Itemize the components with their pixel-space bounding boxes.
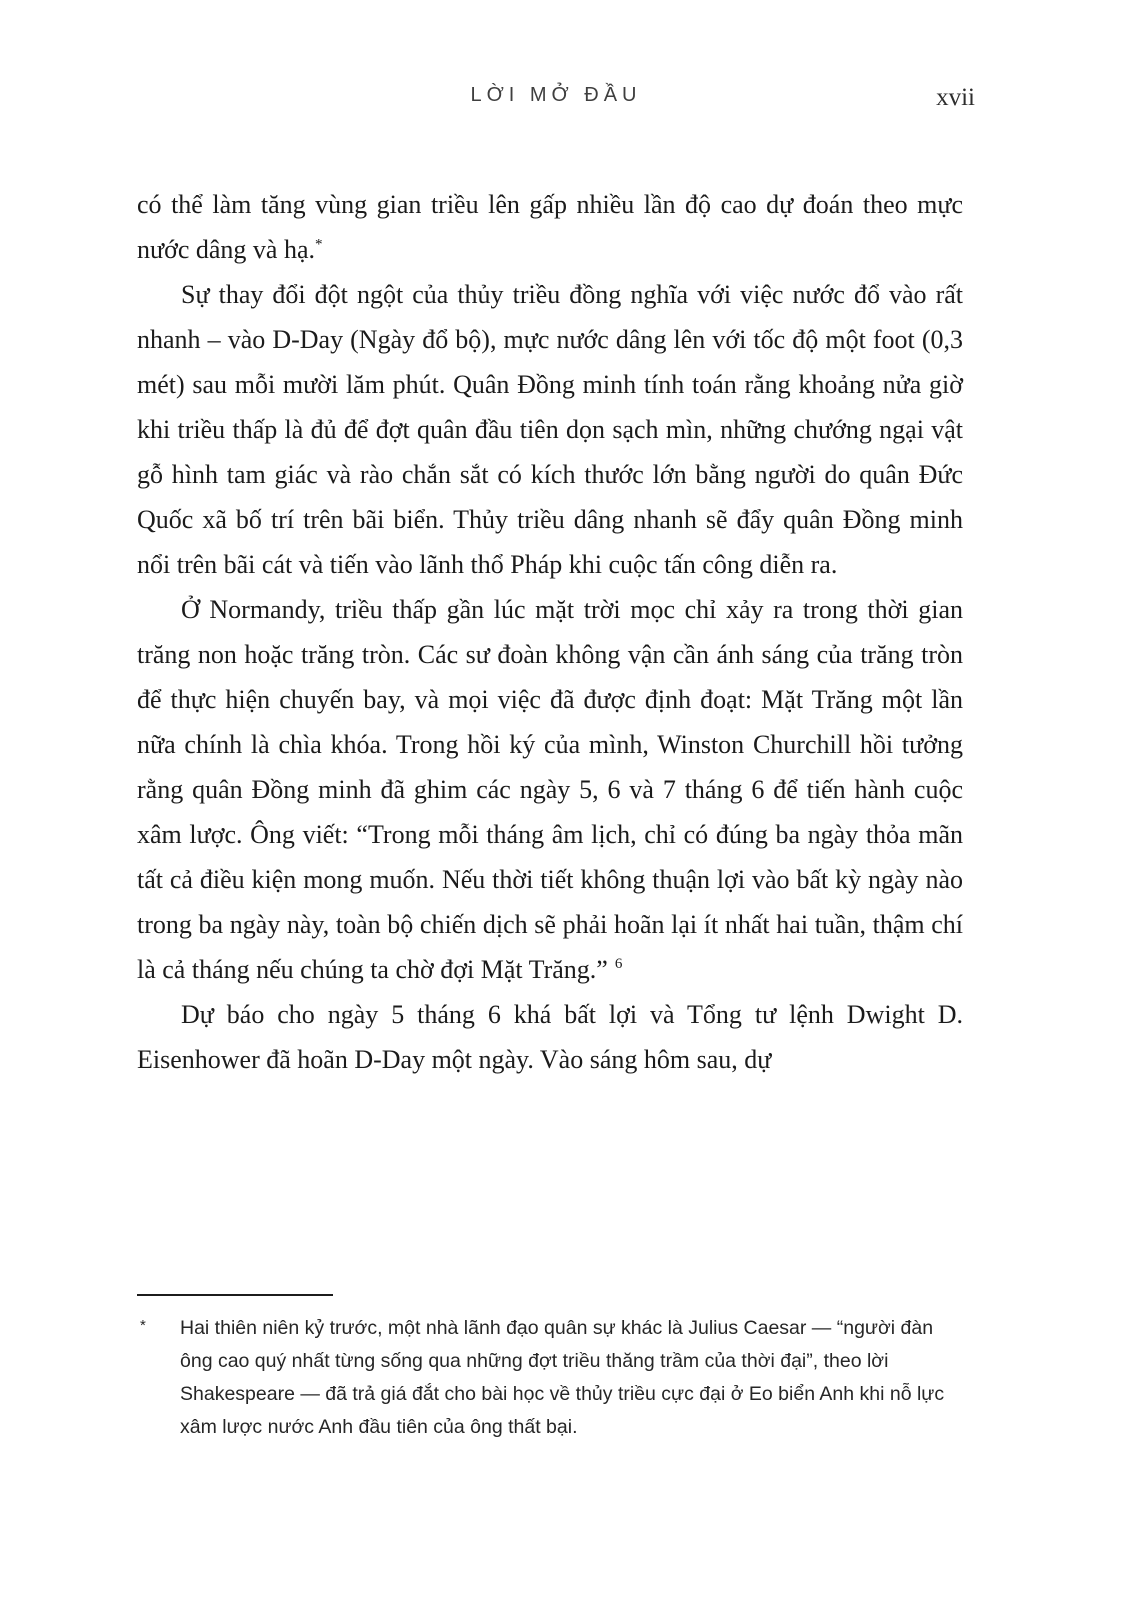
body-text xyxy=(137,182,963,1082)
paragraph-text: Sự thay đổi đột ngột của thủy triều đồng nghĩa với việc nước đổ vào rất nhanh – vào D-Day (Ngày đổ bộ), mực nước dâng lên với tốc độ một foot (0,3 mét) sau mỗi mười lăm phút. Quân Đồng minh tính toán rằng khoảng nửa giờ khi triều thấp là đủ để đợt quân đầu tiên dọn sạch mìn, những chướng ngại vật gỗ hình tam giác và rào chắn sắt có kích thước lớn bằng người do quân Đức Quốc xã bố trí trên bãi biển. Thủy triều dâng nhanh sẽ đẩy quân Đồng minh nổi trên bãi cát và tiến vào lãnh thổ Pháp khi cuộc tấn công diễn ra. xyxy=(137,280,963,579)
paragraph-text: có thể làm tăng vùng gian triều lên gấp nhiều lần độ cao dự đoán theo mực nước dâng và hạ. xyxy=(137,190,963,264)
footnote xyxy=(137,1294,969,1444)
page-number: xvii xyxy=(936,84,975,111)
body-paragraph-2 xyxy=(137,272,963,587)
paragraph-text: Ở Normandy, triều thấp gần lúc mặt trời mọc chỉ xảy ra trong thời gian trăng non hoặc trăng tròn. Các sư đoàn không vận cần ánh sáng của trăng tròn để thực hiện chuyến bay, và mọi việc đã được định đoạt: Mặt Trăng một lần nữa chính là chìa khóa. Trong hồi ký của mình, Winston Churchill hồi tưởng rằng quân Đồng minh đã ghim các ngày 5, 6 và 7 tháng 6 để tiến hành cuộc xâm lược. Ông viết: “Trong mỗi tháng âm lịch, chỉ có đúng ba ngày thỏa mãn tất cả điều kiện mong muốn. Nếu thời tiết không thuận lợi vào bất kỳ ngày nào trong ba ngày này, toàn bộ chiến dịch sẽ phải hoãn lại ít nhất hai tuần, thậm chí là cả tháng nếu chúng ta chờ đợi Mặt Trăng.” xyxy=(137,595,963,984)
body-paragraph-4 xyxy=(137,992,963,1082)
endnote-ref-marker: 6 xyxy=(614,956,623,973)
footnote-divider xyxy=(137,1294,333,1296)
chapter-title: LỜI MỞ ĐẦU xyxy=(470,84,642,106)
paragraph-text: Dự báo cho ngày 5 tháng 6 khá bất lợi và Tổng tư lệnh Dwight D. Eisenhower đã hoãn D-Day một ngày. Vào sáng hôm sau, dự xyxy=(137,1000,963,1074)
footnote-text: Hai thiên niên kỷ trước, một nhà lãnh đạo quân sự khác là Julius Caesar — “người đàn ông cao quý nhất từng sống qua những đợt triều thăng trầm của thời đại”, theo lời Shakespeare — đã trả giá đắt cho bài học về thủy triều cực đại ở Eo biển Anh khi nỗ lực xâm lược nước Anh đầu tiên của ông thất bại. xyxy=(180,1317,945,1438)
body-paragraph-3 xyxy=(137,587,963,992)
body-paragraph-1 xyxy=(137,182,963,272)
footnote-body xyxy=(137,1312,969,1444)
page-header xyxy=(137,82,975,116)
footnote-marker: * xyxy=(140,1317,146,1334)
footnote-ref-marker: * xyxy=(315,236,323,253)
